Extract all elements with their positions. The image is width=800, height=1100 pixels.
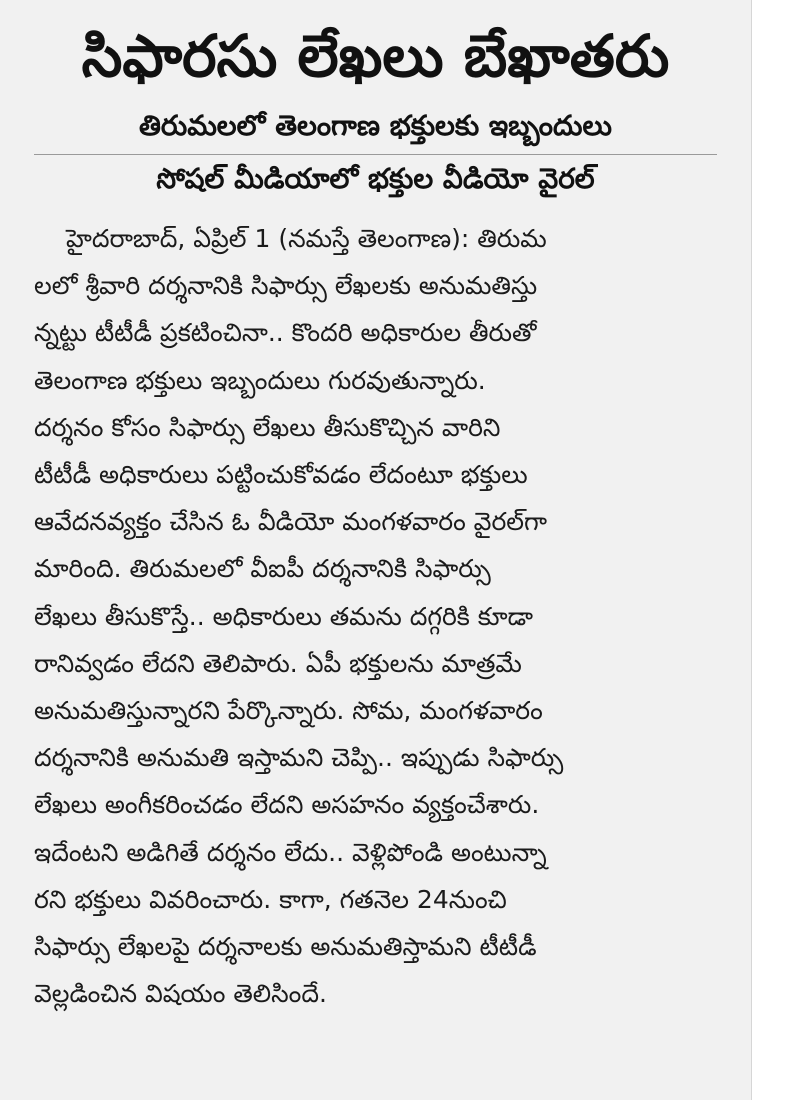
body-line: అనుమతిస్తున్నారని పేర్కొన్నారు. సోమ, మంగళవారం bbox=[34, 696, 543, 726]
headline: సిఫారసు లేఖలు బేఖాతరు bbox=[81, 22, 670, 90]
body-line: లేఖలు అంగీకరించడం లేదని అసహనం వ్యక్తంచేశారు. bbox=[34, 790, 540, 820]
divider bbox=[34, 154, 717, 155]
body-line: న్నట్టు టీటీడీ ప్రకటించినా.. కొందరి అధికారుల తీరుతో bbox=[34, 318, 537, 348]
subheadline-1: తిరుమలలో తెలంగాణ భక్తులకు ఇబ్బందులు bbox=[139, 109, 612, 142]
body-line: టీటీడీ అధికారులు పట్టించుకోవడం లేదంటూ భక్తులు bbox=[34, 460, 528, 490]
body-line: దర్శనం కోసం సిఫార్సు లేఖలు తీసుకొచ్చిన వారిని bbox=[34, 412, 501, 442]
article-body bbox=[34, 215, 717, 1017]
body-line: మారింది. తిరుమలలో వీఐపీ దర్శనానికి సిఫార్సు bbox=[34, 554, 491, 584]
body-line: లలో శ్రీవారి దర్శనానికి సిఫార్సు లేఖలకు అనుమతిస్తు bbox=[34, 271, 538, 301]
body-line: హైదరాబాద్, ఏప్రిల్ 1 (నమస్తే తెలంగాణ): తిరుమ bbox=[66, 224, 547, 253]
body-line: రని భక్తులు వివరించారు. కాగా, గతనెల 24నుంచి bbox=[34, 884, 507, 914]
body-line: ఆవేదనవ్యక్తం చేసిన ఓ వీడియో మంగళవారం వైరల్‌గా bbox=[34, 507, 548, 537]
body-line: తెలంగాణ భక్తులు ఇబ్బందులు గురవుతున్నారు. bbox=[34, 365, 486, 395]
body-line: సిఫార్సు లేఖలపై దర్శనాలకు అనుమతిస్తామని టీటీడీ bbox=[34, 932, 537, 962]
body-line: దర్శనానికి అనుమతి ఇస్తామని చెప్పి.. ఇప్పుడు సిఫార్సు bbox=[34, 743, 564, 773]
body-line: ఇదేంటని అడిగితే దర్శనం లేదు.. వెళ్లిపోండి అంటున్నా bbox=[34, 837, 547, 867]
body-line: లేఖలు తీసుకొస్తే.. అధికారులు తమను దగ్గరికి కూడా bbox=[34, 601, 534, 631]
body-line: వెల్లడించిన విషయం తెలిసిందే. bbox=[34, 979, 327, 1009]
body-line: రానివ్వడం లేదని తెలిపారు. ఏపీ భక్తులను మాత్రమే bbox=[34, 648, 522, 678]
subheadline-2: సోషల్ మీడియాలో భక్తుల వీడియో వైరల్ bbox=[156, 162, 595, 195]
